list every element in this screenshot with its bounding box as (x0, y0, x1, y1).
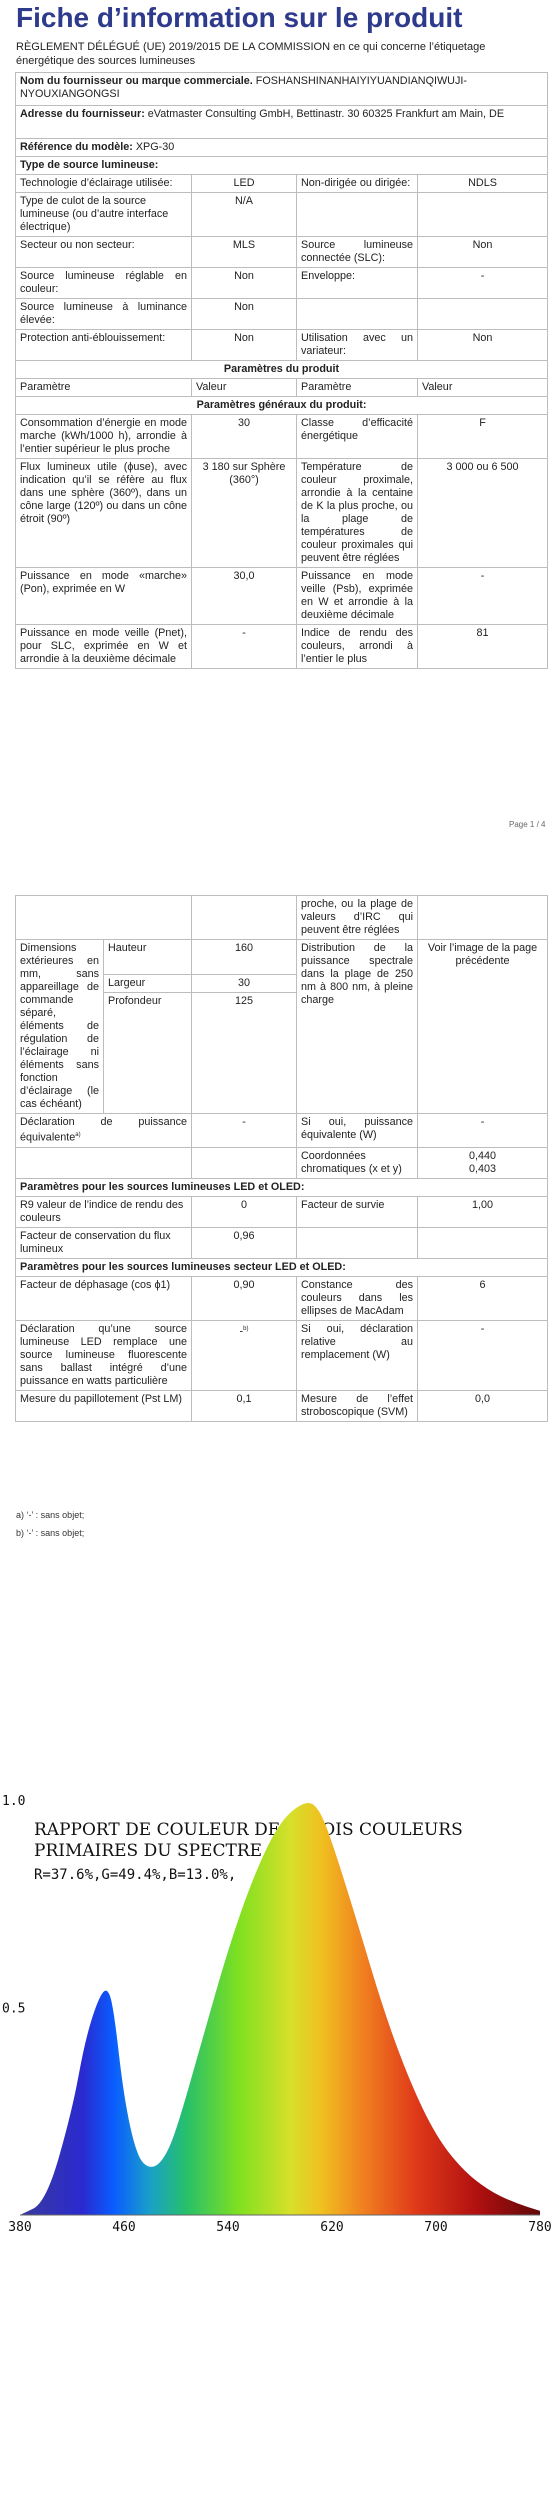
supplier-row (16, 73, 548, 106)
chroma-y: 0,403 (468, 1162, 497, 1175)
row-label: Puissance en mode veille (Psb), exprimée en W et arrondie à la deuxième décimale (297, 568, 418, 625)
row-value: 0,90 (192, 1276, 297, 1320)
row-value: - (192, 1114, 297, 1148)
x-tick-label: 620 (320, 2220, 344, 2235)
row-label (297, 299, 418, 330)
row-label: Classe d’efficacité énergétique (297, 415, 418, 459)
footnote-a: a) ‘-’ : sans objet; (16, 1510, 85, 1520)
dimension-value: 160 (192, 940, 297, 975)
table-row (16, 268, 548, 299)
x-tick-label: 700 (424, 2220, 448, 2235)
x-tick-label: 780 (528, 2220, 552, 2235)
model-value: XPG-30 (135, 141, 175, 153)
row-label: Constance des couleurs dans les ellipses de MacAdam (297, 1276, 418, 1320)
row-value (418, 193, 548, 237)
column-header: Paramètre (16, 379, 192, 397)
row-value: 0,1 (192, 1390, 297, 1421)
dimensions-label: Dimensions extérieures en mm, sans appareillage de commande séparé, éléments de régulation de l’éclairage ni éléments sans fonction d’éclairage (le cas échéant) (16, 940, 104, 1114)
row-value: Non (418, 330, 548, 361)
row-value: F (418, 415, 548, 459)
column-header: Valeur (418, 379, 548, 397)
column-header-row (16, 379, 548, 397)
led-heading-row (16, 1178, 548, 1196)
page-title: Fiche d’information sur le produit (16, 2, 463, 33)
led-heading: Paramètres pour les sources lumineuses LED et OLED: (16, 1178, 548, 1196)
address-row (16, 106, 548, 139)
row-label: Mesure de l’effet stroboscopique (SVM) (297, 1390, 418, 1421)
row-value: LED (192, 175, 297, 193)
chroma-x: 0,440 (468, 1149, 497, 1162)
table-row (16, 568, 548, 625)
general-heading-row (16, 397, 548, 415)
row-value: N/A (192, 193, 297, 237)
row-label: Non-dirigée ou dirigée: (297, 175, 418, 193)
model-label: Référence du modèle: (20, 141, 133, 153)
dimension-name: Largeur (104, 975, 192, 993)
supplier-value: FOSHANSHINANHAIYIYUANDIANQIWUJI-NYOUXIANGONGSI (20, 75, 467, 100)
source-type-heading-row (16, 157, 548, 175)
dimension-name: Profondeur (104, 993, 192, 1114)
table-row (16, 1147, 548, 1178)
source-type-heading: Type de source lumineuse: (16, 157, 548, 175)
footnote-mark: a) (75, 1132, 81, 1138)
row-value: Non (192, 330, 297, 361)
row-label: Puissance en mode «marche» (Pon), exprimée en W (16, 568, 192, 625)
table-row (16, 1320, 548, 1390)
row-label: Déclaration de puissance équivalente (20, 1116, 187, 1144)
table-row (16, 330, 548, 361)
row-value: Non (192, 299, 297, 330)
row-value: Non (418, 237, 548, 268)
x-tick-label: 540 (216, 2220, 240, 2235)
row-value: 0,96 (192, 1227, 297, 1258)
table-row (16, 1276, 548, 1320)
row-label: Consommation d’énergie en mode marche (kWh/1000 h), arrondie à l’entier supérieur le plus proche (16, 415, 192, 459)
x-tick-label: 460 (112, 2220, 136, 2235)
address-label: Adresse du fournisseur: (20, 108, 145, 120)
dimension-value: 125 (192, 993, 297, 1114)
row-label: Source lumineuse connectée (SLC): (297, 237, 418, 268)
row-value: 30,0 (192, 568, 297, 625)
table-row (16, 237, 548, 268)
row-label: proche, ou la plage de valeurs d’IRC qui peuvent être réglées (297, 896, 418, 940)
table-row (16, 1390, 548, 1421)
row-label: Indice de rendu des couleurs, arrondi à l’entier le plus (297, 625, 418, 669)
column-header: Paramètre (297, 379, 418, 397)
spectral-label: Distribution de la puissance spectrale dans la plage de 250 nm à 800 nm, à pleine charge (297, 940, 418, 1114)
table-row (16, 415, 548, 459)
table-row (16, 175, 548, 193)
row-value: 6 (418, 1276, 548, 1320)
regulation-text: RÈGLEMENT DÉLÉGUÉ (UE) 2019/2015 DE LA COMMISSION en ce qui concerne l’étiquetage énergétique des sources lumineuses (16, 41, 486, 67)
row-label: Facteur de déphasage (cos ϕ1) (16, 1276, 192, 1320)
row-label: Protection anti-éblouissement: (16, 330, 192, 361)
footnote-b: b) ‘-’ : sans objet; (16, 1528, 85, 1538)
chart-title-line2: PRIMAIRES DU SPECTRE (34, 1841, 263, 1861)
row-value: 3 000 ou 6 500 (418, 459, 548, 568)
row-value: - (418, 1114, 548, 1148)
row-label: Source lumineuse réglable en couleur: (16, 268, 192, 299)
row-label: Technologie d’éclairage utilisée: (16, 175, 192, 193)
row-label: Source lumineuse à luminance élevée: (16, 299, 192, 330)
row-value (418, 299, 548, 330)
table-row (16, 193, 548, 237)
row-value: - (192, 625, 297, 669)
footnote-mark: b) (243, 1325, 249, 1332)
row-value: MLS (192, 237, 297, 268)
row-label: Facteur de survie (297, 1196, 418, 1227)
y-tick-label: 0.5 (2, 2001, 26, 2017)
row-value: 81 (418, 625, 548, 669)
column-header: Valeur (192, 379, 297, 397)
row-label: Coordonnées chromatiques (x et y) (297, 1147, 418, 1178)
table-row (16, 1227, 548, 1258)
mains-heading: Paramètres pour les sources lumineuses secteur LED et OLED: (16, 1258, 548, 1276)
row-value: 3 180 sur Sphère (360°) (192, 459, 297, 568)
spectral-value: Voir l’image de la page précédente (418, 940, 548, 1114)
params-heading: Paramètres du produit (16, 361, 548, 379)
row-label: Enveloppe: (297, 268, 418, 299)
y-tick-label: 1.0 (2, 1794, 26, 1809)
spectrum-area (20, 1803, 540, 2215)
general-heading: Paramètres généraux du produit: (16, 397, 548, 415)
dimension-value: 30 (192, 975, 297, 993)
model-row (16, 139, 548, 157)
row-label: Secteur ou non secteur: (16, 237, 192, 268)
mains-heading-row (16, 1258, 548, 1276)
row-value: 0 (192, 1196, 297, 1227)
row-label: Utilisation avec un variateur: (297, 330, 418, 361)
row-label: Température de couleur proximale, arrondie à la centaine de K la plus proche, ou la plage de températures de couleur proximales qui peuvent être réglées (297, 459, 418, 568)
row-label: Flux lumineux utile (ϕuse), avec indication qu’il se réfère au flux dans une sphère (360º), dans un cône large (120º) ou dans un cône étroit (90º) (16, 459, 192, 568)
row-label: R9 valeur de l’indice de rendu des couleurs (16, 1196, 192, 1227)
row-label: Mesure du papillotement (Pst LM) (16, 1390, 192, 1421)
row-value: Non (192, 268, 297, 299)
row-label: Si oui, déclaration relative au remplacement (W) (297, 1320, 418, 1390)
product-info-table-continued (15, 895, 548, 1422)
params-heading-row (16, 361, 548, 379)
table-row (16, 1114, 548, 1148)
table-row (16, 459, 548, 568)
supplier-label: Nom du fournisseur ou marque commerciale. (20, 75, 253, 87)
row-value: 30 (192, 415, 297, 459)
row-label: Si oui, puissance équivalente (W) (297, 1114, 418, 1148)
table-row (16, 625, 548, 669)
row-label: Puissance en mode veille (Pnet), pour SLC, exprimée en W et arrondie à la deuxième décimale (16, 625, 192, 669)
chart-title: RAPPORT DE COULEUR DES TROIS COULEURS (34, 1820, 463, 1840)
x-tick-label: 380 (8, 2220, 32, 2235)
address-value: eVatmaster Consulting GmbH, Bettinastr. 30 60325 Frankfurt am Main, DE (147, 108, 505, 120)
row-value: - (418, 568, 548, 625)
row-label: Facteur de conservation du flux lumineux (16, 1227, 192, 1258)
row-value: - (418, 268, 548, 299)
row-value: 1,00 (418, 1196, 548, 1227)
product-info-table (15, 72, 548, 669)
row-label: Type de culot de la source lumineuse (ou d’autre interface électrique) (16, 193, 192, 237)
spectrum-chart (0, 1720, 557, 2240)
dimension-name: Hauteur (104, 940, 192, 975)
row-label: Déclaration qu’une source lumineuse LED remplace une source lumineuse fluorescente sans ballast intégré d’une puissance en watts particulière (16, 1320, 192, 1390)
row-value: - (239, 1325, 244, 1338)
row-value: 0,0 (418, 1390, 548, 1421)
row-label (297, 193, 418, 237)
row-value: NDLS (418, 175, 548, 193)
dimensions-row (16, 940, 548, 975)
page-number: Page 1 / 4 (509, 820, 546, 829)
table-row (16, 896, 548, 940)
chart-subtitle: R=37.6%,G=49.4%,B=13.0%, (34, 1867, 237, 1883)
table-row (16, 299, 548, 330)
row-value: - (418, 1320, 548, 1390)
table-row (16, 1196, 548, 1227)
